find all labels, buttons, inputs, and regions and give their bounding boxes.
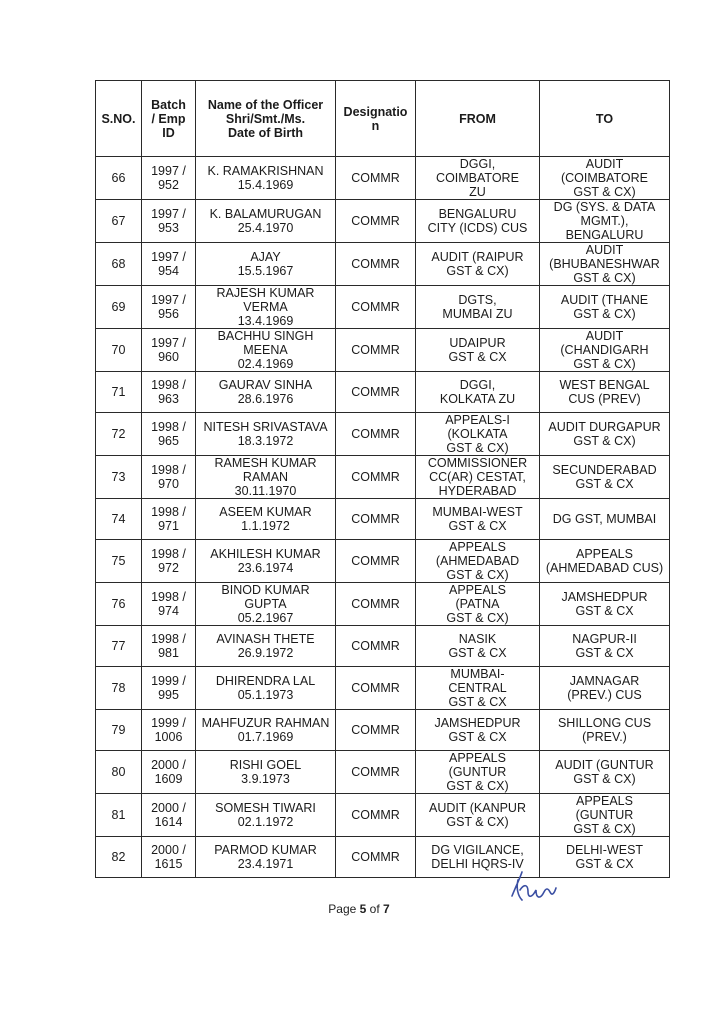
cell-from-line: MUMBAI ZU [442, 307, 513, 321]
cell-to [540, 243, 670, 286]
cell-to-line: SECUNDERABAD [552, 463, 657, 477]
cell-from-line: MUMBAI-WEST [432, 505, 523, 519]
cell-sno: 72 [96, 413, 142, 456]
table-body [96, 157, 670, 878]
cell-from [416, 286, 540, 329]
table-row [96, 243, 670, 286]
cell-to-line: (COIMBATORE [560, 171, 649, 185]
cell-to-line: GST & CX) [573, 271, 636, 285]
cell-officer-line: BINOD KUMAR [221, 583, 310, 597]
cell-batch-line: 1998 / [151, 378, 186, 392]
cell-designation: COMMR [336, 413, 416, 456]
cell-to-line: JAMSHEDPUR [561, 590, 648, 604]
cell-from-line: AUDIT (RAIPUR [431, 250, 524, 264]
cell-batch [142, 583, 196, 626]
cell-to-line: DG (SYS. & DATA [553, 200, 656, 214]
cell-officer-line: 15.4.1969 [237, 178, 294, 192]
table-row [96, 583, 670, 626]
cell-batch-line: 1998 / [151, 463, 186, 477]
header-sno-line: S.NO. [101, 111, 136, 126]
cell-from [416, 499, 540, 540]
cell-to [540, 286, 670, 329]
cell-to-line: AUDIT (GUNTUR [555, 758, 654, 772]
cell-to [540, 626, 670, 667]
cell-from-line: JAMSHEDPUR [434, 716, 521, 730]
cell-from-line: HYDERABAD [438, 484, 517, 498]
cell-officer [196, 413, 336, 456]
cell-from-line: (PATNA [455, 597, 500, 611]
cell-batch-line: 1615 [154, 857, 183, 871]
cell-officer [196, 372, 336, 413]
cell-from-line: GST & CX) [446, 568, 509, 582]
cell-to-line: AUDIT DURGAPUR [548, 420, 661, 434]
cell-from-line: DGGI, [459, 378, 496, 392]
cell-officer-line: 23.4.1971 [237, 857, 294, 871]
cell-batch-line: 1999 / [151, 674, 186, 688]
cell-from-line: DGGI, [459, 157, 496, 171]
cell-batch-line: 952 [158, 178, 179, 192]
cell-to [540, 751, 670, 794]
cell-officer [196, 200, 336, 243]
cell-designation: COMMR [336, 372, 416, 413]
cell-officer-line: NITESH SRIVASTAVA [203, 420, 328, 434]
cell-to-line: (PREV.) [582, 730, 627, 744]
cell-officer-line: K. BALAMURUGAN [209, 207, 322, 221]
cell-to-line: NAGPUR-II [572, 632, 637, 646]
cell-officer-line: 25.4.1970 [237, 221, 294, 235]
cell-batch-line: 1997 / [151, 250, 186, 264]
table-row [96, 413, 670, 456]
cell-from [416, 626, 540, 667]
cell-batch [142, 837, 196, 878]
header-to [540, 81, 670, 157]
cell-from [416, 583, 540, 626]
cell-batch [142, 243, 196, 286]
header-name-line: Name of the Officer [207, 97, 324, 112]
cell-officer [196, 667, 336, 710]
cell-to-line: APPEALS [576, 794, 633, 808]
cell-officer-line: 1.1.1972 [241, 519, 290, 533]
cell-officer-line: 26.9.1972 [237, 646, 294, 660]
cell-sno: 68 [96, 243, 142, 286]
cell-sno: 70 [96, 329, 142, 372]
cell-from [416, 540, 540, 583]
cell-to-line: AUDIT [585, 157, 624, 171]
cell-batch-line: 2000 / [151, 758, 186, 772]
cell-officer-line: 3.9.1973 [241, 772, 290, 786]
cell-to-line: DG GST, MUMBAI [552, 512, 657, 526]
cell-designation: COMMR [336, 626, 416, 667]
cell-sno: 80 [96, 751, 142, 794]
cell-sno: 71 [96, 372, 142, 413]
cell-from [416, 456, 540, 499]
cell-to-line: AUDIT [585, 329, 624, 343]
cell-from-line: APPEALS [449, 540, 506, 554]
cell-officer [196, 286, 336, 329]
transfer-table [95, 80, 670, 878]
cell-from-line: APPEALS-I [445, 413, 510, 427]
cell-to [540, 710, 670, 751]
cell-officer [196, 710, 336, 751]
cell-from-line: (KOLKATA [447, 427, 508, 441]
cell-from-line: GST & CX [448, 695, 507, 709]
cell-sno: 69 [96, 286, 142, 329]
table-row [96, 157, 670, 200]
cell-officer-line: K. RAMAKRISHNAN [207, 164, 324, 178]
cell-officer [196, 540, 336, 583]
cell-batch-line: 963 [158, 392, 179, 406]
cell-batch-line: 1998 / [151, 590, 186, 604]
cell-sno: 76 [96, 583, 142, 626]
cell-officer [196, 794, 336, 837]
cell-batch-line: 1997 / [151, 207, 186, 221]
cell-designation: COMMR [336, 329, 416, 372]
header-batch-line: ID [162, 125, 175, 140]
cell-batch-line: 1998 / [151, 547, 186, 561]
cell-batch [142, 667, 196, 710]
cell-designation: COMMR [336, 499, 416, 540]
table-row [96, 540, 670, 583]
cell-from-line: GST & CX [448, 646, 507, 660]
cell-batch [142, 751, 196, 794]
cell-from [416, 710, 540, 751]
cell-to [540, 583, 670, 626]
cell-to-line: APPEALS [576, 547, 633, 561]
cell-to [540, 372, 670, 413]
cell-from-line: KOLKATA ZU [439, 392, 516, 406]
cell-batch [142, 540, 196, 583]
cell-designation: COMMR [336, 456, 416, 499]
cell-designation: COMMR [336, 200, 416, 243]
cell-to [540, 667, 670, 710]
cell-to [540, 456, 670, 499]
cell-officer-line: RAMAN [242, 470, 289, 484]
cell-batch [142, 157, 196, 200]
cell-officer-line: 01.7.1969 [237, 730, 294, 744]
table-row [96, 837, 670, 878]
cell-sno: 81 [96, 794, 142, 837]
header-to-line: TO [595, 111, 614, 126]
cell-to-line: MGMT.), [580, 214, 629, 228]
cell-from-line: GST & CX) [446, 264, 509, 278]
cell-from-line: BENGALURU [438, 207, 517, 221]
cell-designation: COMMR [336, 157, 416, 200]
cell-officer-line: VERMA [243, 300, 288, 314]
cell-to-line: GST & CX) [573, 357, 636, 371]
cell-officer-line: 15.5.1967 [237, 264, 294, 278]
cell-officer-line: SOMESH TIWARI [215, 801, 316, 815]
cell-to-line: AUDIT [585, 243, 624, 257]
cell-batch-line: 971 [158, 519, 179, 533]
header-from-line: FROM [459, 111, 496, 126]
cell-from [416, 372, 540, 413]
page-current: 5 [359, 902, 367, 916]
cell-from [416, 667, 540, 710]
cell-sno: 77 [96, 626, 142, 667]
table-row [96, 626, 670, 667]
cell-officer [196, 583, 336, 626]
cell-from-line: CENTRAL [448, 681, 507, 695]
page-prefix: Page [328, 902, 360, 916]
cell-batch [142, 456, 196, 499]
cell-from-line: COMMISSIONER [427, 456, 528, 470]
cell-to [540, 329, 670, 372]
header-batch-line: Batch [151, 97, 186, 112]
cell-officer-line: RAJESH KUMAR [216, 286, 315, 300]
cell-to-line: (AHMEDABAD CUS) [545, 561, 664, 575]
cell-from-line: GST & CX) [446, 441, 509, 455]
cell-to-line: (PREV.) CUS [567, 688, 642, 702]
cell-to-line: CUS (PREV) [568, 392, 641, 406]
header-batch [142, 81, 196, 157]
cell-officer-line: GUPTA [244, 597, 287, 611]
cell-batch [142, 372, 196, 413]
header-name [196, 81, 336, 157]
signature-initials [506, 866, 562, 908]
cell-officer-line: RISHI GOEL [229, 758, 302, 772]
cell-from [416, 794, 540, 837]
cell-from-line: GST & CX) [446, 779, 509, 793]
cell-to-line: SHILLONG CUS [557, 716, 652, 730]
cell-designation: COMMR [336, 667, 416, 710]
cell-batch-line: 956 [158, 307, 179, 321]
cell-from-line: GST & CX [448, 730, 507, 744]
cell-officer-line: 05.2.1967 [237, 611, 294, 625]
cell-from-line: GST & CX) [446, 815, 509, 829]
cell-batch-line: 1998 / [151, 632, 186, 646]
cell-officer [196, 456, 336, 499]
cell-batch-line: 1998 / [151, 420, 186, 434]
cell-from [416, 413, 540, 456]
cell-to-line: GST & CX [575, 646, 634, 660]
cell-to-line: GST & CX [575, 857, 634, 871]
cell-from-line: GST & CX [448, 519, 507, 533]
cell-from-line: ZU [469, 185, 486, 199]
cell-from-line: DELHI HQRS-IV [431, 857, 524, 871]
page-of: of [366, 902, 384, 916]
cell-officer-line: GAURAV SINHA [218, 378, 313, 392]
cell-to [540, 413, 670, 456]
cell-to-line: (GUNTUR [575, 808, 634, 822]
cell-sno: 74 [96, 499, 142, 540]
table-row [96, 372, 670, 413]
cell-designation: COMMR [336, 710, 416, 751]
cell-designation: COMMR [336, 583, 416, 626]
page-total: 7 [383, 902, 390, 916]
cell-to-line: GST & CX) [573, 307, 636, 321]
cell-batch-line: 960 [158, 350, 179, 364]
cell-batch-line: 2000 / [151, 843, 186, 857]
cell-batch-line: 965 [158, 434, 179, 448]
cell-sno: 67 [96, 200, 142, 243]
cell-officer-line: RAMESH KUMAR [214, 456, 317, 470]
cell-designation: COMMR [336, 243, 416, 286]
cell-designation: COMMR [336, 794, 416, 837]
cell-to [540, 794, 670, 837]
cell-batch [142, 200, 196, 243]
cell-designation: COMMR [336, 751, 416, 794]
cell-batch-line: 1998 / [151, 505, 186, 519]
cell-batch-line: 995 [158, 688, 179, 702]
cell-to-line: GST & CX) [573, 434, 636, 448]
cell-from [416, 751, 540, 794]
cell-batch [142, 286, 196, 329]
cell-to [540, 499, 670, 540]
cell-officer-line: AKHILESH KUMAR [210, 547, 321, 561]
cell-batch-line: 1997 / [151, 164, 186, 178]
header-designation-line: n [371, 118, 380, 133]
header-designation [336, 81, 416, 157]
header-batch-line: / Emp [151, 111, 186, 126]
cell-officer-line: 28.6.1976 [237, 392, 294, 406]
cell-sno: 66 [96, 157, 142, 200]
cell-officer-line: MAHFUZUR RAHMAN [201, 716, 330, 730]
cell-from [416, 329, 540, 372]
cell-sno: 78 [96, 667, 142, 710]
header-name-line: Date of Birth [228, 125, 303, 140]
cell-sno: 79 [96, 710, 142, 751]
cell-to-line: AUDIT (THANE [560, 293, 649, 307]
cell-from-line: APPEALS [449, 751, 506, 765]
cell-to-line: GST & CX [575, 604, 634, 618]
cell-to-line: (BHUBANESHWAR [549, 257, 660, 271]
cell-sno: 75 [96, 540, 142, 583]
cell-officer-line: 02.4.1969 [237, 357, 294, 371]
cell-to-line: (CHANDIGARH [560, 343, 649, 357]
cell-officer [196, 329, 336, 372]
cell-officer-line: 23.6.1974 [237, 561, 294, 575]
cell-to [540, 157, 670, 200]
table-row [96, 456, 670, 499]
cell-to-line: DELHI-WEST [565, 843, 644, 857]
cell-officer [196, 157, 336, 200]
cell-officer-line: 05.1.1973 [237, 688, 294, 702]
cell-from-line: NASIK [458, 632, 497, 646]
table-header-row [96, 81, 670, 157]
cell-officer-line: 13.4.1969 [237, 314, 294, 328]
cell-officer-line: MEENA [243, 343, 288, 357]
cell-from-line: GST & CX) [446, 611, 509, 625]
cell-batch-line: 1006 [154, 730, 183, 744]
cell-batch-line: 970 [158, 477, 179, 491]
cell-officer-line: 18.3.1972 [237, 434, 294, 448]
header-designation-line: Designatio [343, 104, 408, 119]
cell-batch-line: 1999 / [151, 716, 186, 730]
cell-officer [196, 243, 336, 286]
cell-to [540, 200, 670, 243]
cell-from-line: CC(AR) CESTAT, [429, 470, 526, 484]
cell-to-line: GST & CX) [573, 822, 636, 836]
table-row [96, 710, 670, 751]
cell-batch-line: 1997 / [151, 336, 186, 350]
cell-from-line: GST & CX [448, 350, 507, 364]
cell-batch-line: 981 [158, 646, 179, 660]
table-row [96, 286, 670, 329]
cell-from-line: AUDIT (KANPUR [428, 801, 526, 815]
cell-batch [142, 413, 196, 456]
cell-from [416, 157, 540, 200]
cell-batch [142, 710, 196, 751]
cell-designation: COMMR [336, 540, 416, 583]
cell-batch-line: 1609 [154, 772, 183, 786]
cell-batch-line: 2000 / [151, 801, 186, 815]
cell-officer-line: AJAY [250, 250, 281, 264]
cell-officer-line: DHIRENDRA LAL [215, 674, 316, 688]
cell-to-line: GST & CX [575, 477, 634, 491]
header-sno [96, 81, 142, 157]
cell-officer-line: 02.1.1972 [237, 815, 294, 829]
cell-officer [196, 499, 336, 540]
page-number [0, 902, 718, 916]
header-name-line: Shri/Smt./Ms. [225, 111, 306, 126]
cell-batch-line: 1614 [154, 815, 183, 829]
cell-officer [196, 837, 336, 878]
table-row [96, 329, 670, 372]
cell-to-line: GST & CX) [573, 772, 636, 786]
cell-from [416, 243, 540, 286]
cell-batch-line: 954 [158, 264, 179, 278]
cell-from-line: COIMBATORE [436, 171, 519, 185]
cell-batch [142, 794, 196, 837]
cell-officer-line: ASEEM KUMAR [219, 505, 312, 519]
cell-from-line: MUMBAI- [450, 667, 505, 681]
cell-from-line: APPEALS [449, 583, 506, 597]
cell-batch-line: 974 [158, 604, 179, 618]
table-row [96, 499, 670, 540]
cell-to-line: JAMNAGAR [569, 674, 640, 688]
cell-designation: COMMR [336, 286, 416, 329]
cell-batch-line: 1997 / [151, 293, 186, 307]
cell-officer [196, 626, 336, 667]
cell-officer-line: 30.11.1970 [234, 484, 297, 498]
cell-officer-line: PARMOD KUMAR [214, 843, 317, 857]
cell-from-line: (GUNTUR [448, 765, 507, 779]
cell-from-line: (AHMEDABAD [435, 554, 520, 568]
table-row [96, 751, 670, 794]
cell-from [416, 200, 540, 243]
cell-to [540, 540, 670, 583]
table-row [96, 667, 670, 710]
cell-batch-line: 972 [158, 561, 179, 575]
cell-to-line: WEST BENGAL [559, 378, 650, 392]
cell-officer [196, 751, 336, 794]
cell-sno: 73 [96, 456, 142, 499]
cell-batch-line: 953 [158, 221, 179, 235]
cell-sno: 82 [96, 837, 142, 878]
cell-to-line: BENGALURU [565, 228, 644, 242]
cell-from-line: DGTS, [458, 293, 497, 307]
table-row [96, 200, 670, 243]
cell-batch [142, 499, 196, 540]
cell-officer-line: BACHHU SINGH [217, 329, 314, 343]
cell-from-line: DG VIGILANCE, [431, 843, 524, 857]
cell-batch [142, 329, 196, 372]
cell-officer-line: AVINASH THETE [216, 632, 315, 646]
cell-batch [142, 626, 196, 667]
header-from [416, 81, 540, 157]
cell-from-line: CITY (ICDS) CUS [427, 221, 528, 235]
table-row [96, 794, 670, 837]
cell-from-line: UDAIPUR [449, 336, 506, 350]
cell-designation: COMMR [336, 837, 416, 878]
cell-to-line: GST & CX) [573, 185, 636, 199]
